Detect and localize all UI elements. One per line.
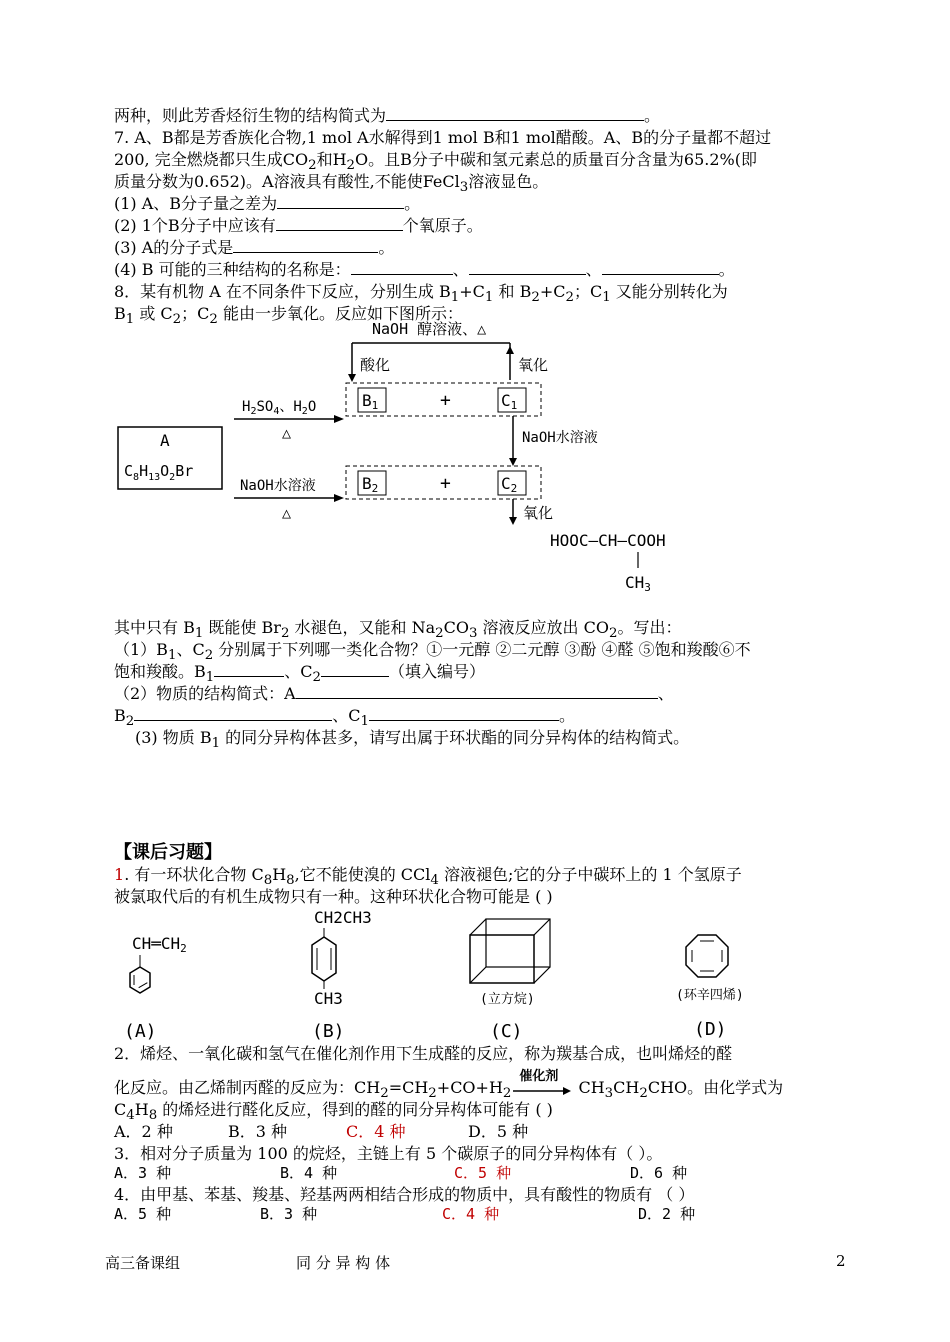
hw4-option-b[interactable]: B．3 种 — [260, 1205, 318, 1223]
hw1-structures — [110, 905, 790, 1043]
hw2-option-a[interactable]: A．2 种 — [114, 1122, 173, 1141]
q7-part3: (3) A的分子式是 。 — [114, 238, 395, 257]
q8-sub3: (3) 物质 $B_1$ 的同分异构体甚多，请写出属于环状酯的同分异构体的结构简式。 — [135, 728, 690, 752]
oxidize-label-2: 氧化 — [523, 504, 554, 522]
q7-line1: 7. A、B都是芳香族化合物,1 mol A水解得到1 mol B和1 mol醋酸。A、B的分子量都不超过 — [114, 128, 772, 147]
hw3-option-b[interactable]: B．4 种 — [280, 1164, 338, 1182]
b1-label: B1 — [362, 391, 379, 412]
reaction-diagram — [110, 318, 730, 603]
c1-label: C1 — [501, 391, 518, 412]
q7-line3: 质量分数为0.652)。A溶液具有酸性,不能使FeCl$_3$溶液显色。 — [114, 172, 549, 196]
answer-blank[interactable] — [233, 237, 378, 253]
q7-part1: (1) A、B分子量之差为 。 — [114, 194, 421, 213]
answer-blank[interactable] — [296, 683, 658, 699]
box-a-formula: $C_8H_{13}O_2Br$ — [124, 462, 194, 483]
delta-2: △ — [282, 504, 292, 522]
hw4-stem: 4．由甲基、苯基、羧基、羟基两两相结合形成的物质中，具有酸性的物质有 （ ） — [114, 1185, 695, 1204]
product-branch: CH3 — [625, 573, 651, 594]
answer-blank[interactable] — [351, 259, 453, 275]
q8-line1: 8．某有机物 A 在不同条件下反应，分别生成 $B_1+C_1$ 和 $B_2+C_2$；$C_1$ 又能分别转化为 — [114, 282, 728, 306]
q8-condition: 其中只有 $B_1$ 既能使 $Br_2$ 水褪色，又能和 $Na_2CO_3$ 溶液反应放出 $CO_2$。写出： — [114, 618, 682, 642]
label-a: (A) — [124, 1021, 157, 1042]
q6-tail: 两种，则此芳香烃衍生物的结构简式为 。 — [114, 106, 661, 125]
q8-line2: $B_1$ 或 $C_2$；$C_2$ 能由一步氧化。反应如下图所示： — [114, 304, 463, 328]
label-d: (D) — [694, 1019, 727, 1040]
hw3-stem: 3．相对分子质量为 100 的烷烃，主链上有 5 个碳原子的同分异构体有（ ）。 — [114, 1144, 663, 1163]
hw4-option-d[interactable]: D．2 种 — [638, 1205, 696, 1223]
c2-label: C2 — [501, 474, 518, 495]
hw1-line1: 1. 有一环状化合物 $C_8H_8$,它不能使溴的 CCl$_4$ 溶液褪色;它的分子中碳环上的 1 个氢原子 — [114, 865, 742, 889]
answer-blank[interactable] — [469, 259, 586, 275]
product-main-chain: HOOC—CH—COOH — [550, 531, 666, 550]
hw2-options — [114, 1121, 529, 1142]
box-a-label: A — [160, 431, 170, 450]
q8-sub2-line2: $B_2$ 、$C_1$ 。 — [114, 706, 575, 730]
footer-center: 同 分 异 构 体 — [296, 1254, 391, 1272]
q8-sub2-line1: （2）物质的结构简式：A 、 — [114, 684, 674, 703]
hw2-option-c[interactable]: C．4 种 — [346, 1122, 406, 1141]
hw2-line2: 化反应。由乙烯制丙醛的反应为：$CH_2=CH_2+CO+H_2$ 催化剂 $CH_3CH_2CHO$。由化学式为 — [114, 1068, 784, 1102]
hw3-option-a[interactable]: A．3 种 — [114, 1164, 172, 1182]
hw1-line2: 被氯取代后的有机生成物只有一种。这种环状化合物可能是 ( ) — [114, 887, 553, 906]
label-b: (B) — [312, 1021, 345, 1042]
answer-blank[interactable] — [134, 705, 332, 721]
answer-blank[interactable] — [602, 259, 719, 275]
oxidize-label-1: 氧化 — [518, 356, 549, 374]
reagent-naoh-aq-2: NaOH水溶液 — [522, 430, 598, 446]
hw2-line3: $C_4H_8$ 的烯烃进行醛化反应，得到的醛的同分异构体可能有 ( ) — [114, 1100, 553, 1124]
plus-upper: + — [440, 390, 451, 411]
catalyst-arrow: 催化剂 — [511, 1080, 573, 1098]
answer-blank[interactable] — [276, 215, 403, 231]
hw4-option-a[interactable]: A．5 种 — [114, 1205, 172, 1223]
answer-blank[interactable] — [321, 661, 389, 677]
hw2-option-d[interactable]: D．5 种 — [468, 1122, 529, 1141]
q8-sub1-line1: $(1)B_1$、$C_2$ 分别属于下列哪一类化合物？①一元醇 ②二元醇 ③酚 ④醛 ⑤饱和羧酸⑥不 — [114, 640, 751, 664]
footer-left: 高三备课组 — [105, 1254, 181, 1272]
styrene-group: CH═CH2 — [132, 934, 187, 955]
b2-label: B2 — [362, 474, 379, 495]
answer-blank[interactable] — [369, 705, 559, 721]
plus-lower: + — [440, 473, 451, 494]
cyclooctatetraene-caption: (环辛四烯) — [676, 988, 744, 1003]
q7-part2: (2) 1个B分子中应该有 个氧原子。 — [114, 216, 483, 235]
hw3-option-c[interactable]: C．5 种 — [454, 1164, 512, 1182]
q8-sub1-line2: 饱和羧酸。$B_1$ 、$C_2$ （填入编号） — [114, 662, 485, 686]
hw4-options — [114, 1204, 696, 1225]
top-reagent: NaOH 醇溶液、△ — [372, 320, 487, 338]
hw4-option-c[interactable]: C．4 种 — [442, 1205, 500, 1223]
acidify-label: 酸化 — [360, 356, 391, 374]
page-number: 2 — [836, 1252, 846, 1270]
reagent-naoh-aq-1: NaOH水溶液 — [240, 478, 316, 494]
hw3-options — [114, 1163, 688, 1184]
methyl-group: CH3 — [314, 989, 343, 1008]
delta-1: △ — [282, 424, 292, 442]
reagent-h2so4: $H_2SO_4$、$H_2O$ — [242, 399, 317, 417]
hw2-option-b[interactable]: B．3 种 — [228, 1122, 288, 1141]
ethyl-group: CH2CH3 — [314, 908, 372, 927]
answer-blank[interactable] — [386, 105, 644, 121]
q7-line2: 200, 完全燃烧都只生成$CO_2$和$H_2O$。且B分子中碳和氢元素总的质量百分含量为65.2%(即 — [114, 150, 757, 174]
hw3-option-d[interactable]: D．6 种 — [630, 1164, 688, 1182]
cubane-caption: (立方烷) — [480, 992, 535, 1007]
answer-blank[interactable] — [277, 193, 404, 209]
label-c: (C) — [490, 1021, 523, 1042]
answer-blank[interactable] — [214, 661, 284, 677]
q7-part4: (4) B 可能的三种结构的名称是： 、 、 。 — [114, 260, 735, 279]
hw2-line1: 2．烯烃、一氧化碳和氢气在催化剂作用下生成醛的反应，称为羰基合成，也叫烯烃的醛 — [114, 1044, 733, 1063]
section-heading: 【课后习题】 — [114, 842, 222, 863]
